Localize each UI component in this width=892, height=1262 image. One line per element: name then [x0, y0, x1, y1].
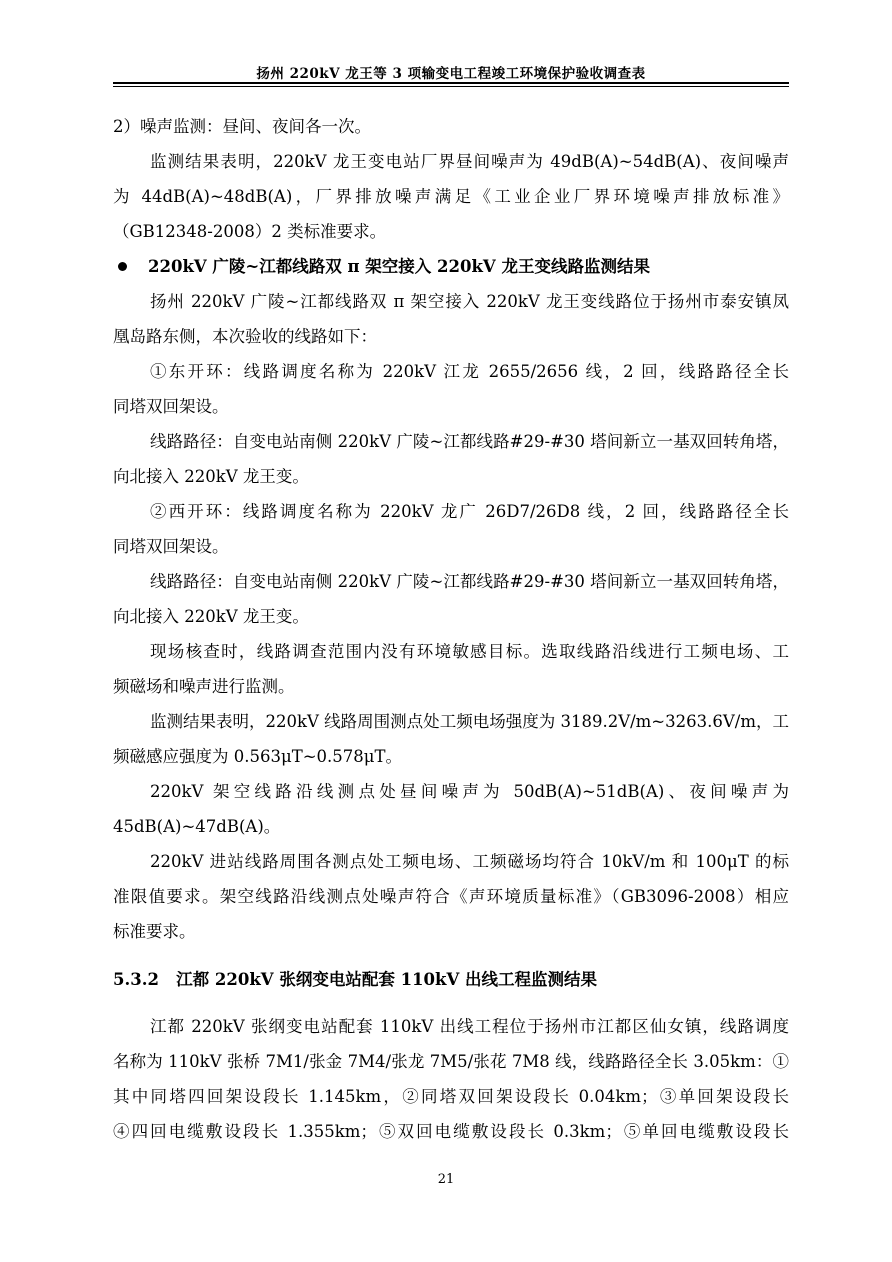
paragraph-line: 频磁感应强度为 0.563μT~0.578μT。 [113, 747, 402, 766]
paragraph-line: 同塔双回架设。 [113, 397, 229, 416]
paragraph-line: 45dB(A)~47dB(A)。 [113, 817, 281, 836]
paragraph-line: 凰岛路东侧，本次验收的线路如下： [113, 327, 377, 346]
paragraph-line: 现场核查时，线路调查范围内没有环境敏感目标。选取线路沿线进行工频电场、工 [150, 642, 789, 661]
paragraph-line: 标准要求。 [113, 922, 196, 941]
paragraph-line: 220kV 架空线路沿线测点处昼间噪声为 50dB(A)~51dB(A)、夜间噪声为 [150, 782, 789, 801]
subsection-heading-5-3-2: 5.3.2 江都 220kV 张纲变电站配套 110kV 出线工程监测结果 [113, 970, 597, 989]
paragraph-line: 频磁场和噪声进行监测。 [113, 677, 295, 696]
paragraph-line: 线路路径：自变电站南侧 220kV 广陵~江都线路#29-#30 塔间新立一基双回转角塔， [150, 572, 789, 591]
paragraph-line: 准限值要求。架空线路沿线测点处噪声符合《声环境质量标准》（GB3096-2008）相应 [113, 887, 789, 906]
paragraph-line: 线路路径：自变电站南侧 220kV 广陵~江都线路#29-#30 塔间新立一基双回转角塔， [150, 432, 789, 451]
paragraph-line: 监测结果表明，220kV 龙王变电站厂界昼间噪声为 49dB(A)~54dB(A)、夜间噪声 [150, 152, 789, 171]
paragraph-line: 为 44dB(A)~48dB(A)，厂界排放噪声满足《工业企业厂界环境噪声排放标准》 [113, 187, 789, 206]
page-number: 21 [437, 1172, 455, 1187]
paragraph-line: 同塔双回架设。 [113, 537, 229, 556]
paragraph-line: ②西开环：线路调度名称为 220kV 龙广 26D7/26D8 线，2 回，线路路径全长 [150, 502, 789, 521]
noise-monitoring-line: 2）噪声监测：昼间、夜间各一次。 [113, 117, 371, 136]
paragraph-line: 名称为 110kV 张桥 7M1/张金 7M4/张龙 7M5/张花 7M8 线，线路路径全长 3.05km：① [113, 1052, 789, 1071]
paragraph-line: 江都 220kV 张纲变电站配套 110kV 出线工程位于扬州市江都区仙女镇，线路调度 [150, 1017, 789, 1036]
paragraph-line: 监测结果表明，220kV 线路周围测点处工频电场强度为 3189.2V/m~3263.6V/m，工 [150, 712, 789, 731]
paragraph-line: 向北接入 220kV 龙王变。 [113, 607, 309, 626]
paragraph-line: ④四回电缆敷设段长 1.355km；⑤双回电缆敷设段长 0.3km；⑤单回电缆敷设段长 [113, 1122, 789, 1141]
paragraph-line: （GB12348-2008）2 类标准要求。 [113, 222, 387, 241]
paragraph-line: ①东开环：线路调度名称为 220kV 江龙 2655/2656 线，2 回，线路路径全长 [150, 362, 789, 381]
page-header-title: 扬州 220kV 龙王等 3 项输变电工程竣工环境保护验收调查表 [256, 66, 646, 82]
paragraph-line: 扬州 220kV 广陵~江都线路双 π 架空接入 220kV 龙王变线路位于扬州市泰安镇凤 [150, 292, 789, 311]
header-rule-thin [113, 86, 789, 87]
paragraph-line: 其中同塔四回架设段长 1.145km，②同塔双回架设段长 0.04km；③单回架设段长 [113, 1087, 789, 1106]
header-rule-thick [113, 82, 789, 84]
paragraph-line: 向北接入 220kV 龙王变。 [113, 467, 309, 486]
section-heading: 220kV 广陵~江都线路双 π 架空接入 220kV 龙王变线路监测结果 [148, 257, 650, 276]
bullet-dot-icon [118, 262, 127, 271]
paragraph-line: 220kV 进站线路周围各测点处工频电场、工频磁场均符合 10kV/m 和 100μT 的标 [150, 852, 789, 871]
